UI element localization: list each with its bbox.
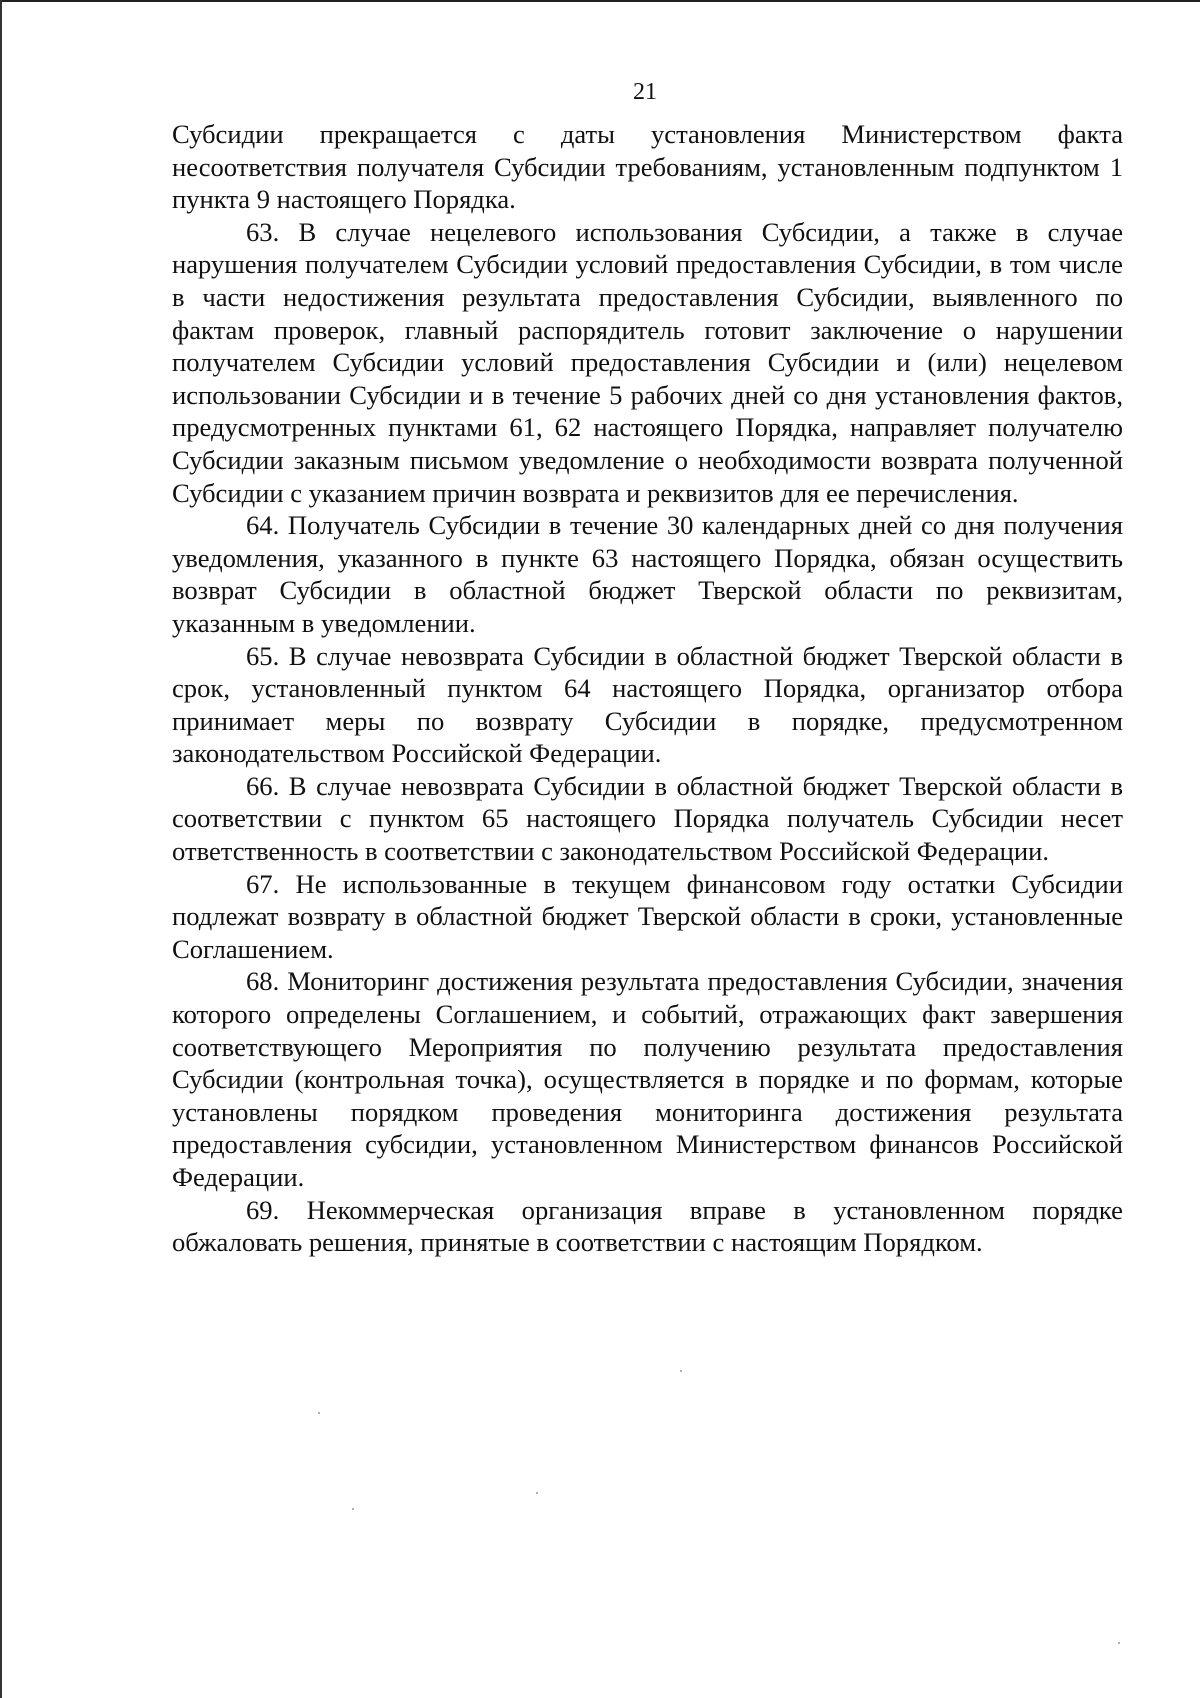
scan-speck [318,1412,320,1414]
paragraph-65 [172,640,1123,770]
paragraph-number: 63. [246,216,280,247]
paragraph-text: В случае нецелевого использования Субсидии, а также в случае нарушения получателем Субсидии условий предоставления Субсидии, в том числе в части недостижения результата предоставления Субсидии, выявленного по фактам проверок, главный распорядитель готовит заключение о нарушении получателем Субсидии условий предоставления Субсидии и (или) нецелевом использовании Субсидии и в течение 5 рабочих дней со дня установления фактов, предусмотренных пунктами 61, 62 настоящего Порядка, направляет получателю Субсидии заказным письмом уведомление о необходимости возврата полученной Субсидии с указанием причин возврата и реквизитов для ее перечисления. [172,216,1123,508]
scan-speck [536,1492,538,1494]
paragraph-64 [172,509,1123,639]
paragraph-number: 69. [246,1194,280,1225]
scan-speck [680,1370,682,1372]
paragraph-63 [172,216,1123,509]
paragraph-66 [172,770,1123,868]
paragraph-69 [172,1194,1123,1259]
paragraph-number: 67. [246,868,280,899]
paragraph-68 [172,965,1123,1193]
paragraph-number: 68. [246,966,280,997]
scan-edge-left [0,0,2,1698]
paragraph-number: 66. [246,770,280,801]
paragraph-number: 65. [246,640,280,671]
paragraph-67 [172,868,1123,966]
paragraph-text: Некоммерческая организация вправе в установленном порядке обжаловать решения, принятые в соответствии с настоящим Порядком. [172,1194,1123,1258]
paragraph-text: Не использованные в текущем финансовом году остатки Субсидии подлежат возврату в областной бюджет Тверской области в сроки, установленные Соглашением. [172,868,1123,964]
document-body [172,118,1123,1259]
paragraph-text: Мониторинг достижения результата предоставления Субсидии, значения которого определены Соглашением, и событий, отражающих факт завершения соответствующего Мероприятия по получению результата предоставления Субсидии (контрольная точка), осуществляется в порядке и по формам, которые установлены порядком проведения мониторинга достижения результата предоставления субсидии, установленном Министерством финансов Российской Федерации. [172,966,1123,1192]
scan-speck [352,1508,354,1510]
scan-speck [1118,1642,1120,1644]
scan-edge-top [0,0,1200,2]
page-number: 21 [633,79,657,105]
paragraph-text: Получатель Субсидии в течение 30 календарных дней со дня получения уведомления, указанного в пункте 63 настоящего Порядка, обязан осуществить возврат Субсидии в областной бюджет Тверской области по реквизитам, указанным в уведомлении. [172,510,1123,638]
paragraph-text: В случае невозврата Субсидии в областной бюджет Тверской области в срок, установленный пунктом 64 настоящего Порядка, организатор отбора принимает меры по возврату Субсидии в порядке, предусмотренном законодательством Российской Федерации. [172,640,1123,769]
paragraph-text: В случае невозврата Субсидии в областной бюджет Тверской области в соответствии с пунктом 65 настоящего Порядка получатель Субсидии несет ответственность в соответствии с законодательством Российской Федерации. [172,770,1123,867]
paragraph-text: Субсидии прекращается с даты установления Министерством факта несоответствия получателя Субсидии требованиям, установленным подпунктом 1 пункта 9 настоящего Порядка. [172,119,1123,215]
paragraph-number: 64. [246,510,280,541]
paragraph-continuation [172,118,1123,216]
